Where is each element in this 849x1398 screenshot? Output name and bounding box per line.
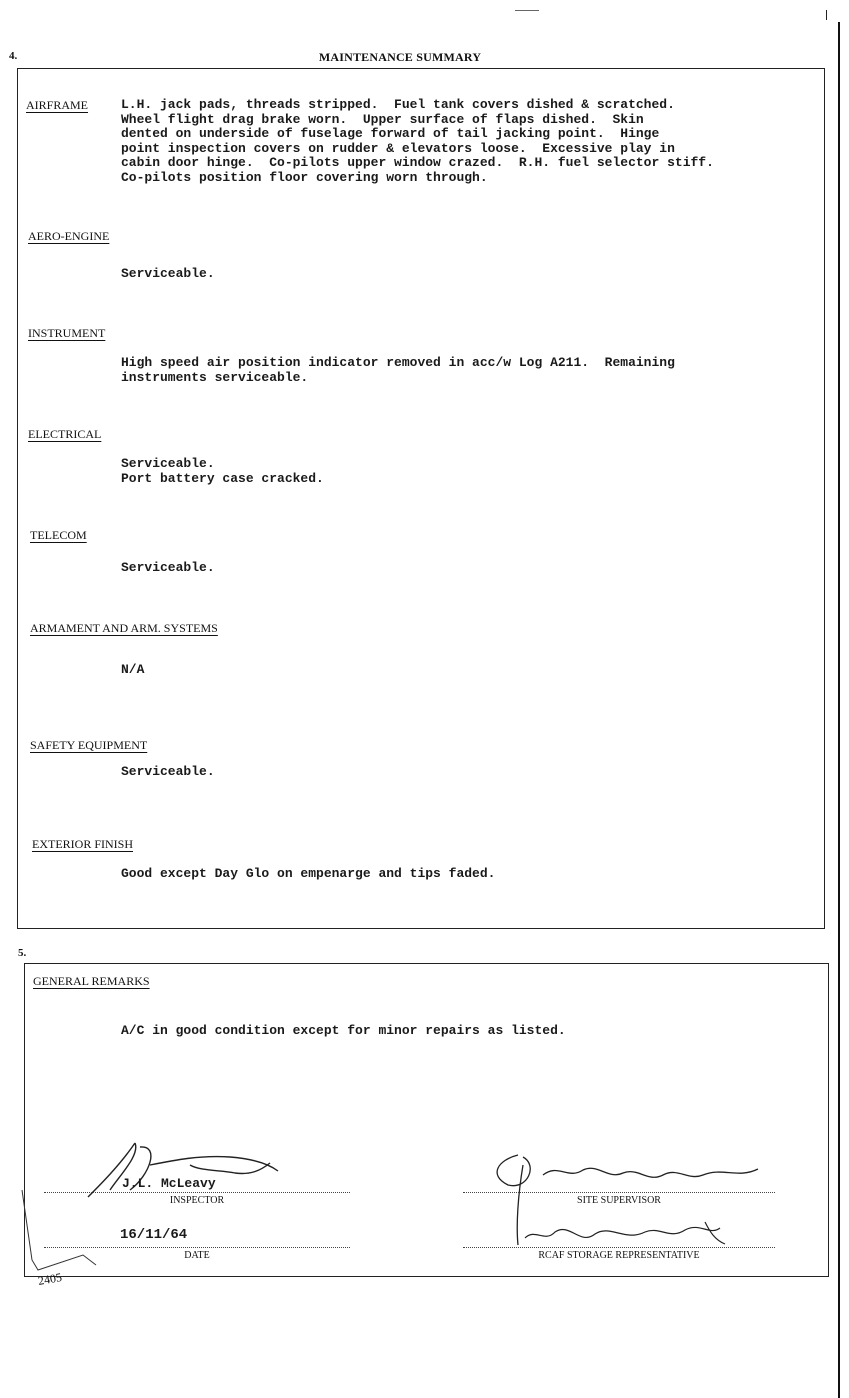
rcaf-caption: RCAF STORAGE REPRESENTATIVE	[538, 1250, 700, 1261]
section-number-4: 4.	[9, 50, 18, 62]
section-title: MAINTENANCE SUMMARY	[318, 50, 482, 64]
site-supervisor-caption: SITE SUPERVISOR	[577, 1195, 661, 1206]
section-number-5: 5.	[18, 947, 27, 959]
page-edge-line	[838, 22, 840, 1398]
text-electrical: Serviceable. Port battery case cracked.	[121, 456, 324, 486]
scan-mark	[826, 10, 827, 20]
label-aero-engine: AERO-ENGINE	[28, 229, 110, 243]
text-general-remarks: A/C in good condition except for minor repairs as listed.	[121, 1023, 566, 1038]
text-instrument: High speed air position indicator removed in acc/w Log A211. Remaining instruments serviceable.	[121, 355, 675, 385]
label-general-remarks: GENERAL REMARKS	[33, 974, 150, 988]
text-airframe: L.H. jack pads, threads stripped. Fuel tank covers dished & scratched. Wheel flight drag brake worn. Upper surface of flaps dished. Skin dented on underside of fuselage forward of tail jacking point. Hinge point inspection covers on rudder & elevators loose. Excessive play in cabin door hinge. Co-pilots upper window crazed. R.H. fuel selector stiff. Co-pilots position floor covering worn through.	[121, 97, 714, 185]
text-armament: N/A	[121, 662, 145, 677]
maintenance-summary-box	[17, 68, 825, 929]
text-telecom: Serviceable.	[121, 560, 215, 575]
label-electrical: ELECTRICAL	[28, 427, 102, 441]
corner-stamp-outline	[8, 1185, 118, 1295]
label-armament: ARMAMENT AND ARM. SYSTEMS	[30, 621, 218, 635]
inspector-caption: INSPECTOR	[169, 1195, 225, 1206]
rcaf-line	[463, 1247, 775, 1248]
page-mark: 2405	[36, 1270, 63, 1288]
inspector-name: J.L. McLeavy	[122, 1176, 216, 1191]
label-telecom: TELECOM	[30, 528, 87, 542]
date-caption: DATE	[184, 1250, 210, 1261]
site-supervisor-line	[463, 1192, 775, 1193]
date-value: 16/11/64	[120, 1227, 188, 1243]
label-safety-equipment: SAFETY EQUIPMENT	[30, 738, 148, 752]
rcaf-representative-signature	[520, 1218, 750, 1250]
label-instrument: INSTRUMENT	[28, 326, 106, 340]
text-exterior-finish: Good except Day Glo on empenarge and tips faded.	[121, 866, 496, 881]
label-exterior-finish: EXTERIOR FINISH	[32, 837, 133, 851]
scan-mark	[515, 10, 539, 11]
text-safety-equipment: Serviceable.	[121, 764, 215, 779]
label-airframe: AIRFRAME	[26, 98, 89, 112]
text-aero-engine: Serviceable.	[121, 266, 215, 281]
